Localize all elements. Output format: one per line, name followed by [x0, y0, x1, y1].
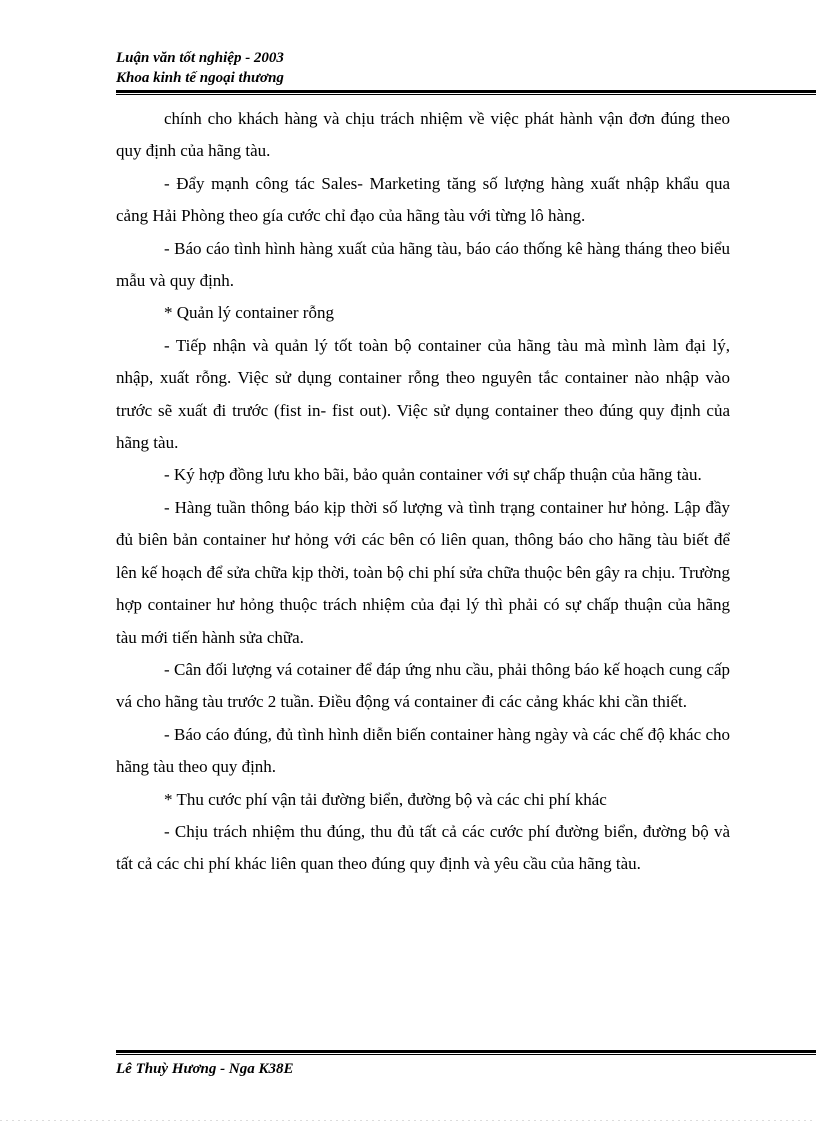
page-header	[116, 48, 816, 95]
paragraph: - Ký hợp đồng lưu kho bãi, bảo quản container với sự chấp thuận của hãng tàu.	[164, 465, 702, 485]
paragraph: - Tiếp nhận và quản lý tốt toàn bộ container của hãng tàu mà mình làm đại lý, nhập, xuất rỗng. Việc sử dụng container rỗng theo nguyên tắc container nào nhập vào trước sẽ xuất đi trước (fist in- fist out). Việc sử dụng container theo đúng quy định của hãng tàu.	[116, 335, 730, 453]
section-heading: * Quản lý container rỗng	[164, 303, 334, 323]
section-heading: * Thu cước phí vận tải đường biển, đường bộ và các chi phí khác	[164, 789, 607, 809]
footer-rule-thin	[116, 1054, 816, 1055]
paragraph: - Chịu trách nhiệm thu đúng, thu đủ tất cả các cước phí đường biển, đường bộ và tất cả các chi phí khác liên quan theo đúng quy định và yêu cầu của hãng tàu.	[116, 821, 730, 874]
paragraph: - Báo cáo tình hình hàng xuất của hãng tàu, báo cáo thống kê hàng tháng theo biểu mẫu và quy định.	[116, 238, 730, 291]
header-rule-thin	[116, 94, 816, 95]
paragraph: - Hàng tuần thông báo kịp thời số lượng và tình trạng container hư hỏng. Lập đầy đủ biên bản container hư hỏng với các bên có liên quan, thông báo cho hãng tàu biết để lên kế hoạch để sửa chữa kịp thời, toàn bộ chi phí sửa chữa thuộc bên gây ra chịu. Trường hợp container hư hỏng thuộc trách nhiệm của đại lý thì phải có sự chấp thuận của hãng tàu mới tiến hành sửa chữa.	[116, 497, 730, 647]
page-bottom-border	[0, 1120, 816, 1121]
document-body	[116, 103, 730, 881]
paragraph: chính cho khách hàng và chịu trách nhiệm về việc phát hành vận đơn đúng theo quy định của hãng tàu.	[116, 109, 730, 161]
header-title: Luận văn tốt nghiệp - 2003	[116, 50, 284, 66]
footer-author: Lê Thuỳ Hương - Nga K38E	[116, 1061, 294, 1077]
footer-rule	[116, 1050, 816, 1053]
paragraph: - Đẩy mạnh công tác Sales- Marketing tăng số lượng hàng xuất nhập khẩu qua cảng Hải Phòng theo gía cước chỉ đạo của hãng tàu với từng lô hàng.	[116, 173, 730, 226]
paragraph: - Cân đối lượng vá cotainer để đáp ứng nhu cầu, phải thông báo kế hoạch cung cấp vá cho hãng tàu trước 2 tuần. Điều động vá container đi các cảng khác khi cần thiết.	[116, 659, 730, 712]
header-rule	[116, 90, 816, 93]
paragraph: - Báo cáo đúng, đủ tình hình diễn biến container hàng ngày và các chế độ khác cho hãng tàu theo quy định.	[116, 724, 730, 777]
header-faculty: Khoa kinh tế ngoại thương	[116, 70, 284, 86]
page-footer	[116, 1050, 816, 1079]
